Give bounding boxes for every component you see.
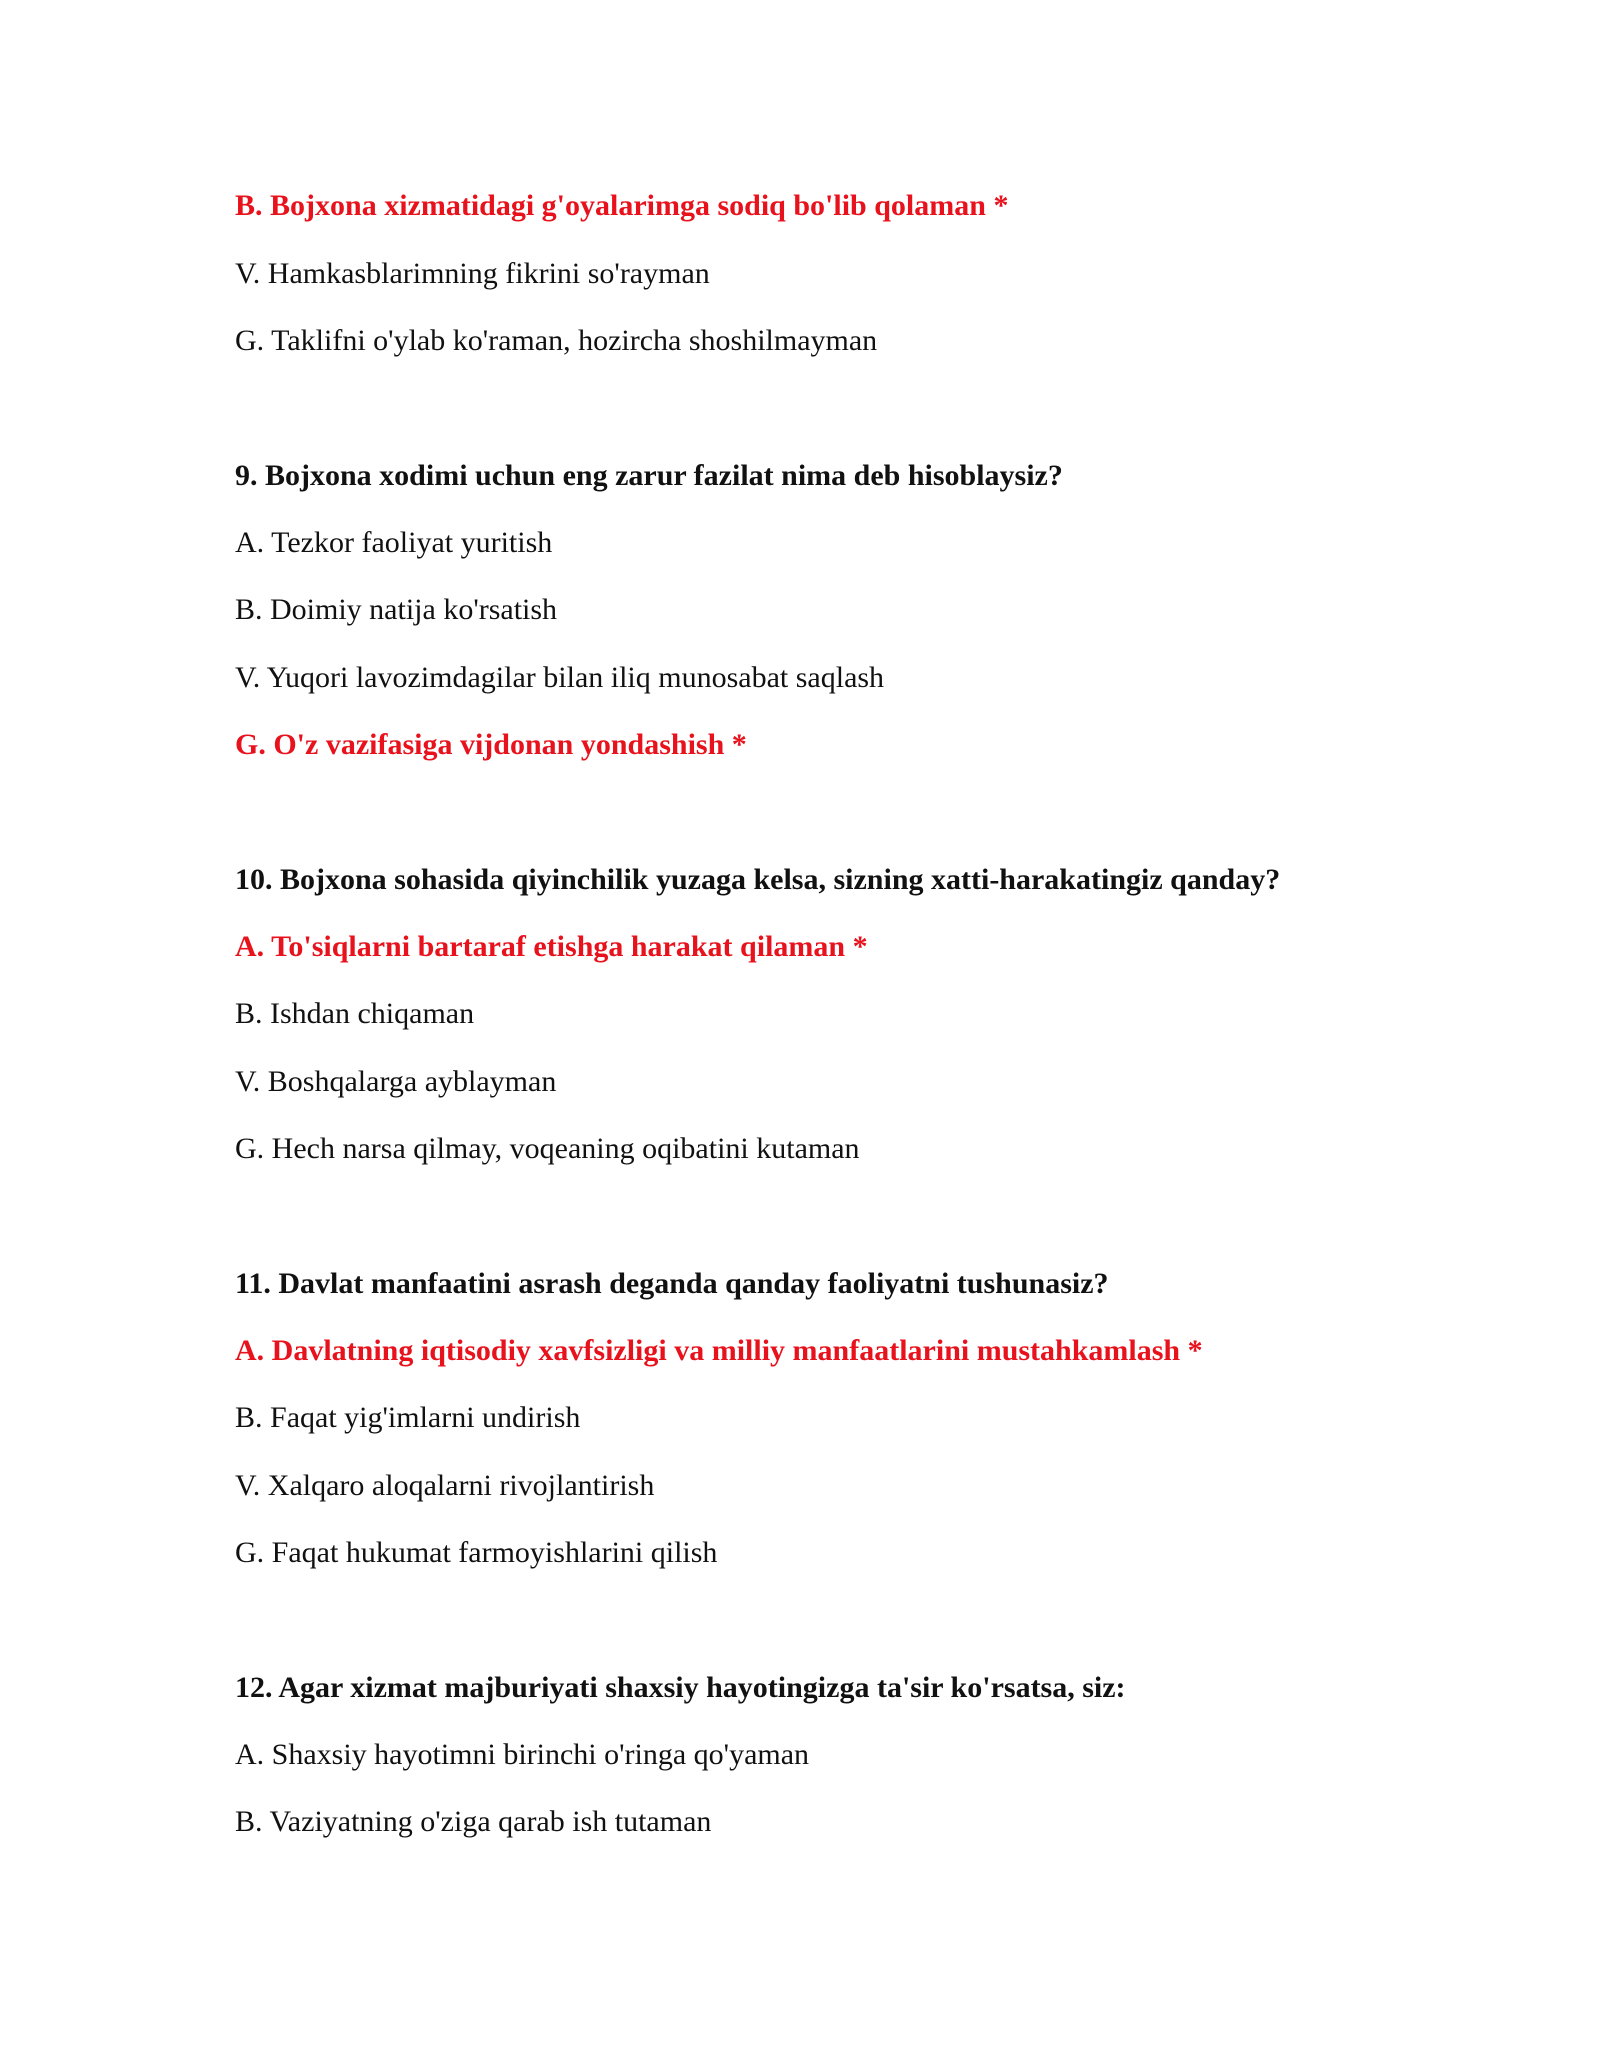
answer-option: G. Hech narsa qilmay, voqeaning oqibatini kutaman bbox=[235, 1132, 860, 1165]
answer-option: A. Tezkor faoliyat yuritish bbox=[235, 526, 553, 559]
answer-option-correct: A. To'siqlarni bartaraf etishga harakat qilaman * bbox=[235, 930, 868, 963]
question-11-heading: 11. Davlat manfaatini asrash deganda qanday faoliyatni tushunasiz? bbox=[235, 1267, 1109, 1300]
answer-option: G. Taklifni o'ylab ko'raman, hozircha shoshilmayman bbox=[235, 324, 878, 357]
answer-option: B. Doimiy natija ko'rsatish bbox=[235, 593, 558, 626]
answer-option: V. Boshqalarga ayblayman bbox=[235, 1065, 557, 1098]
answer-option: V. Hamkasblarimning fikrini so'rayman bbox=[235, 257, 710, 290]
answer-option: V. Yuqori lavozimdagilar bilan iliq munosabat saqlash bbox=[235, 661, 885, 694]
answer-option: B. Faqat yig'imlarni undirish bbox=[235, 1401, 581, 1434]
answer-option-correct: B. Bojxona xizmatidagi g'oyalarimga sodiq bo'lib qolaman * bbox=[235, 189, 1009, 222]
question-10-heading: 10. Bojxona sohasida qiyinchilik yuzaga kelsa, sizning xatti-harakatingiz qanday? bbox=[235, 863, 1281, 896]
question-12-heading: 12. Agar xizmat majburiyati shaxsiy hayotingizga ta'sir ko'rsatsa, siz: bbox=[235, 1671, 1126, 1704]
answer-option: G. Faqat hukumat farmoyishlarini qilish bbox=[235, 1536, 718, 1569]
answer-option: A. Shaxsiy hayotimni birinchi o'ringa qo'yaman bbox=[235, 1738, 810, 1771]
answer-option: V. Xalqaro aloqalarni rivojlantirish bbox=[235, 1469, 655, 1502]
answer-option: B. Ishdan chiqaman bbox=[235, 997, 475, 1030]
answer-option-correct: G. O'z vazifasiga vijdonan yondashish * bbox=[235, 728, 747, 761]
answer-option: B. Vaziyatning o'ziga qarab ish tutaman bbox=[235, 1805, 712, 1838]
answer-option-correct: A. Davlatning iqtisodiy xavfsizligi va milliy manfaatlarini mustahkamlash * bbox=[235, 1334, 1203, 1367]
question-9-heading: 9. Bojxona xodimi uchun eng zarur fazilat nima deb hisoblaysiz? bbox=[235, 459, 1063, 492]
